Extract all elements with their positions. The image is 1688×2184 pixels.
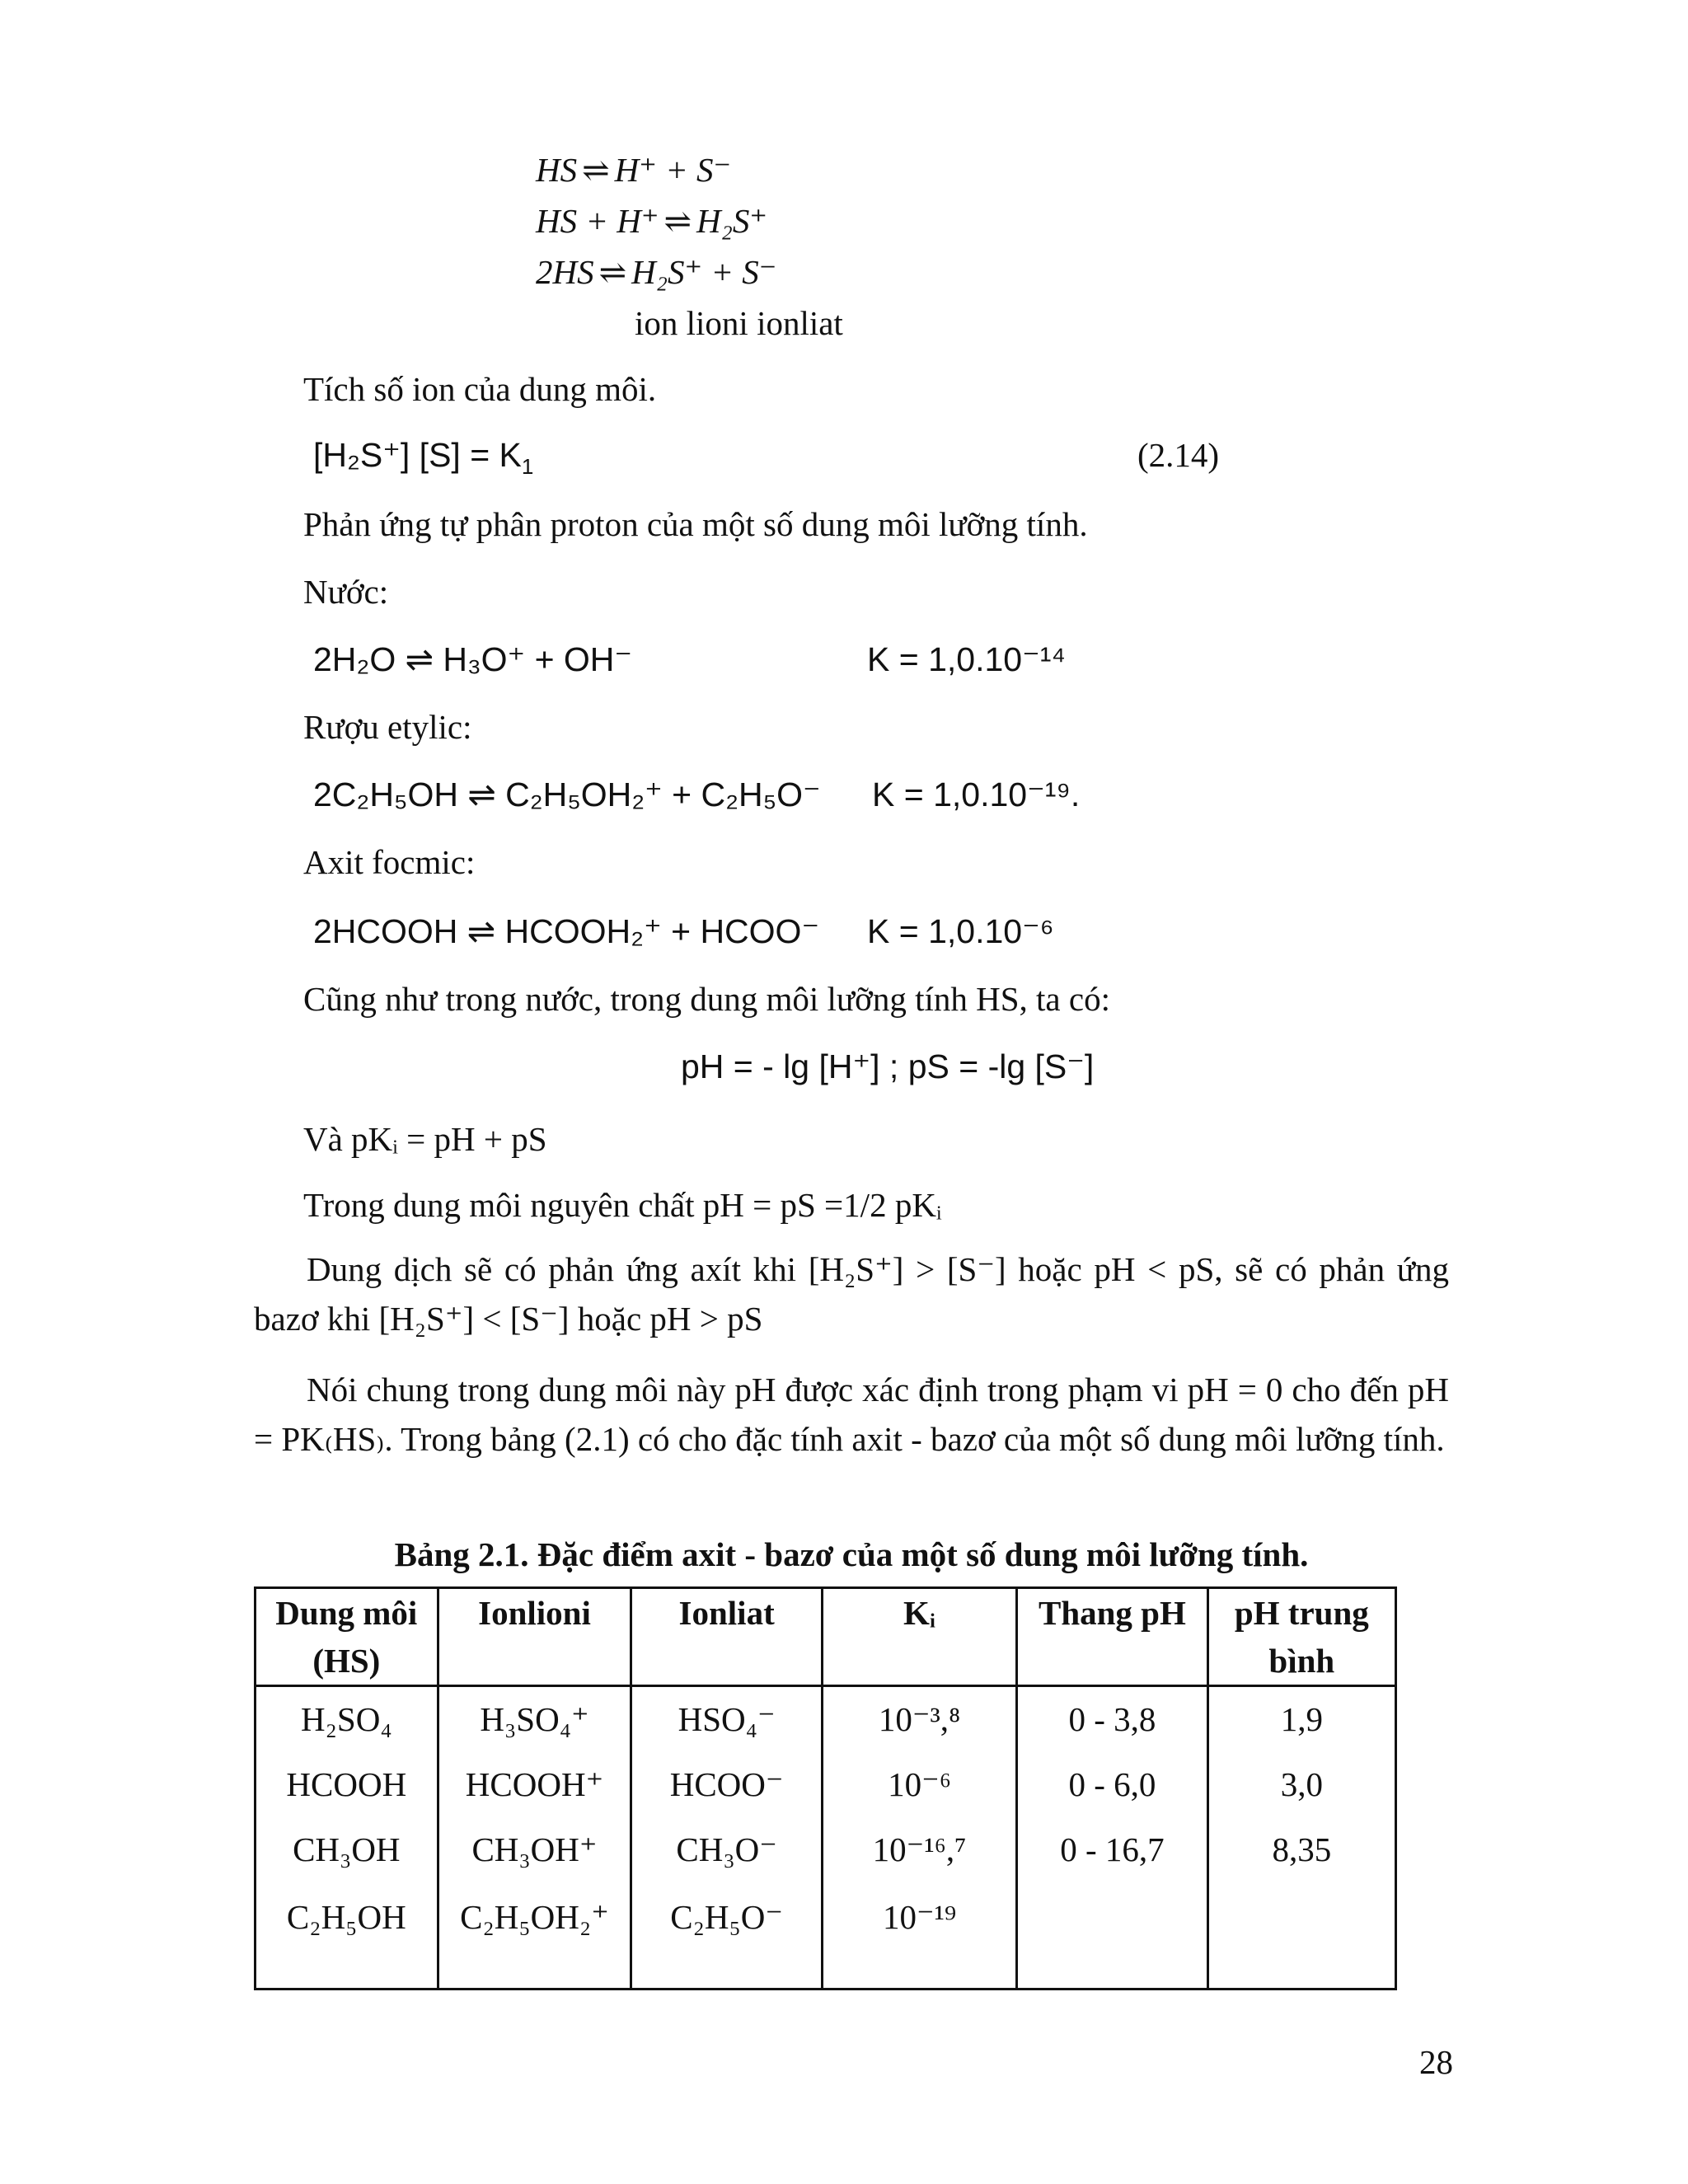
table-cell: 10⁻¹⁹ [822, 1882, 1016, 1990]
reaction-1-left: HS [536, 151, 578, 189]
ethanol-constant: K = 1,0.10⁻¹⁹. [872, 776, 1081, 813]
table-cell: 8,35 [1207, 1817, 1395, 1882]
equation-2-14-sub: 1 [521, 454, 534, 480]
reaction-3-left: 2HS [536, 253, 594, 291]
formic-constant: K = 1,0.10⁻⁶ [867, 912, 1054, 950]
reaction-1 [536, 150, 731, 190]
table-cell: 10⁻¹⁶,⁷ [822, 1817, 1016, 1882]
table-cell: H₃SO₄⁺ [438, 1686, 631, 1753]
table-cell: C₂H₅OH [256, 1882, 438, 1990]
table-cell: HCOO⁻ [631, 1752, 823, 1817]
equilibrium-arrow-icon: ⇌ [582, 152, 610, 189]
table-cell: H₂SO₄ [256, 1686, 438, 1753]
equilibrium-arrow-icon: ⇌ [598, 254, 627, 291]
table-cell: HSO₄⁻ [631, 1686, 823, 1753]
table-header-cell: pH trung bình [1207, 1588, 1395, 1686]
table-row [256, 1752, 1396, 1817]
pure-solvent-text: Trong dung môi nguyên chất pH = pS =1/2 pKᵢ [303, 1186, 942, 1224]
equation-2-14-body: [H₂S⁺] [S] = K [313, 436, 522, 474]
formic-equation: 2HCOOH ⇌ HCOOH₂⁺ + HCOO⁻ [313, 912, 820, 950]
table-cell: 10⁻³,⁸ [822, 1686, 1016, 1753]
table-row [256, 1817, 1396, 1882]
reaction-1-right: H⁺ + S⁻ [614, 151, 732, 189]
table-cell: 10⁻⁶ [822, 1752, 1016, 1817]
table-cell: CH₃O⁻ [631, 1817, 823, 1882]
table-cell [1207, 1882, 1395, 1990]
table-cell: 1,9 [1207, 1686, 1395, 1753]
equation-2-14 [313, 435, 534, 480]
table-cell: HCOOH⁺ [438, 1752, 631, 1817]
ethanol-label: Rượu etylic: [303, 708, 472, 746]
paragraph-ph-range-text: Nói chung trong dung môi này pH được xác định trong phạm vi pH = 0 cho đến pH = PK₍HS₎. Trong bảng (2.1) có cho đặc tính axit - bazơ của một số dung môi lưỡng tính. [254, 1371, 1449, 1458]
table-row [256, 1882, 1396, 1990]
table-header-row [256, 1588, 1396, 1686]
autoprotolysis-text: Phản ứng tự phân proton của một số dung môi lưỡng tính. [303, 505, 1088, 543]
ph-definition: pH = - lg [H⁺] ; pS = -lg [S⁻] [681, 1047, 1095, 1085]
reaction-3-right: H₂S⁺ + S⁻ [631, 253, 777, 291]
paragraph-acid-base-text: Dung dịch sẽ có phản ứng axít khi [H₂S⁺] > [S⁻] hoặc pH < pS, sẽ có phản ứng bazơ khi [H₂S⁺] < [S⁻] hoặc pH > pS [254, 1250, 1449, 1338]
pk-definition: Và pKᵢ = pH + pS [303, 1120, 547, 1158]
equilibrium-arrow-icon: ⇌ [663, 203, 692, 240]
ethanol-equation: 2C₂H₅OH ⇌ C₂H₅OH₂⁺ + C₂H₅O⁻ [313, 776, 821, 813]
table-cell: 3,0 [1207, 1752, 1395, 1817]
table-cell: C₂H₅OH₂⁺ [438, 1882, 631, 1990]
ion-product-text: Tích số ion của dung môi. [303, 370, 657, 408]
table-cell [1017, 1882, 1207, 1990]
table-cell: 0 - 6,0 [1017, 1752, 1207, 1817]
table-cell: CH₃OH [256, 1817, 438, 1882]
table-row [256, 1686, 1396, 1753]
table-header-cell: Thang pH [1017, 1588, 1207, 1686]
formic-label: Axit focmic: [303, 843, 476, 881]
table-cell: CH₃OH⁺ [438, 1817, 631, 1882]
table-cell: 0 - 3,8 [1017, 1686, 1207, 1753]
paragraph-acid-base [254, 1244, 1449, 1343]
water-constant: K = 1,0.10⁻¹⁴ [867, 640, 1066, 678]
like-water-text: Cũng như trong nước, trong dung môi lưỡng tính HS, ta có: [303, 980, 1110, 1018]
reaction-2-right: H₂S⁺ [696, 202, 768, 240]
equation-number: (2.14) [1137, 436, 1220, 474]
table-header-cell: Kᵢ [822, 1588, 1016, 1686]
water-equation: 2H₂O ⇌ H₃O⁺ + OH⁻ [313, 640, 633, 678]
table-cell: HCOOH [256, 1752, 438, 1817]
table-header-cell: Dung môi (HS) [256, 1588, 438, 1686]
water-label: Nước: [303, 573, 389, 611]
table-cell: C₂H₅O⁻ [631, 1882, 823, 1990]
page-number: 28 [1419, 2043, 1453, 2081]
table-cell: 0 - 16,7 [1017, 1817, 1207, 1882]
table-header-cell: Ionliat [631, 1588, 823, 1686]
table-caption: Bảng 2.1. Đặc điểm axit - bazơ của một số dung môi lưỡng tính. [394, 1535, 1309, 1573]
reaction-2-left: HS + H⁺ [536, 202, 659, 240]
reaction-3 [536, 252, 776, 293]
table-header-cell: Ionlioni [438, 1588, 631, 1686]
reaction-labels: ion lioni ionliat [635, 304, 843, 342]
paragraph-ph-range [254, 1365, 1449, 1464]
solvent-table [254, 1586, 1397, 1990]
reaction-2 [536, 201, 767, 241]
